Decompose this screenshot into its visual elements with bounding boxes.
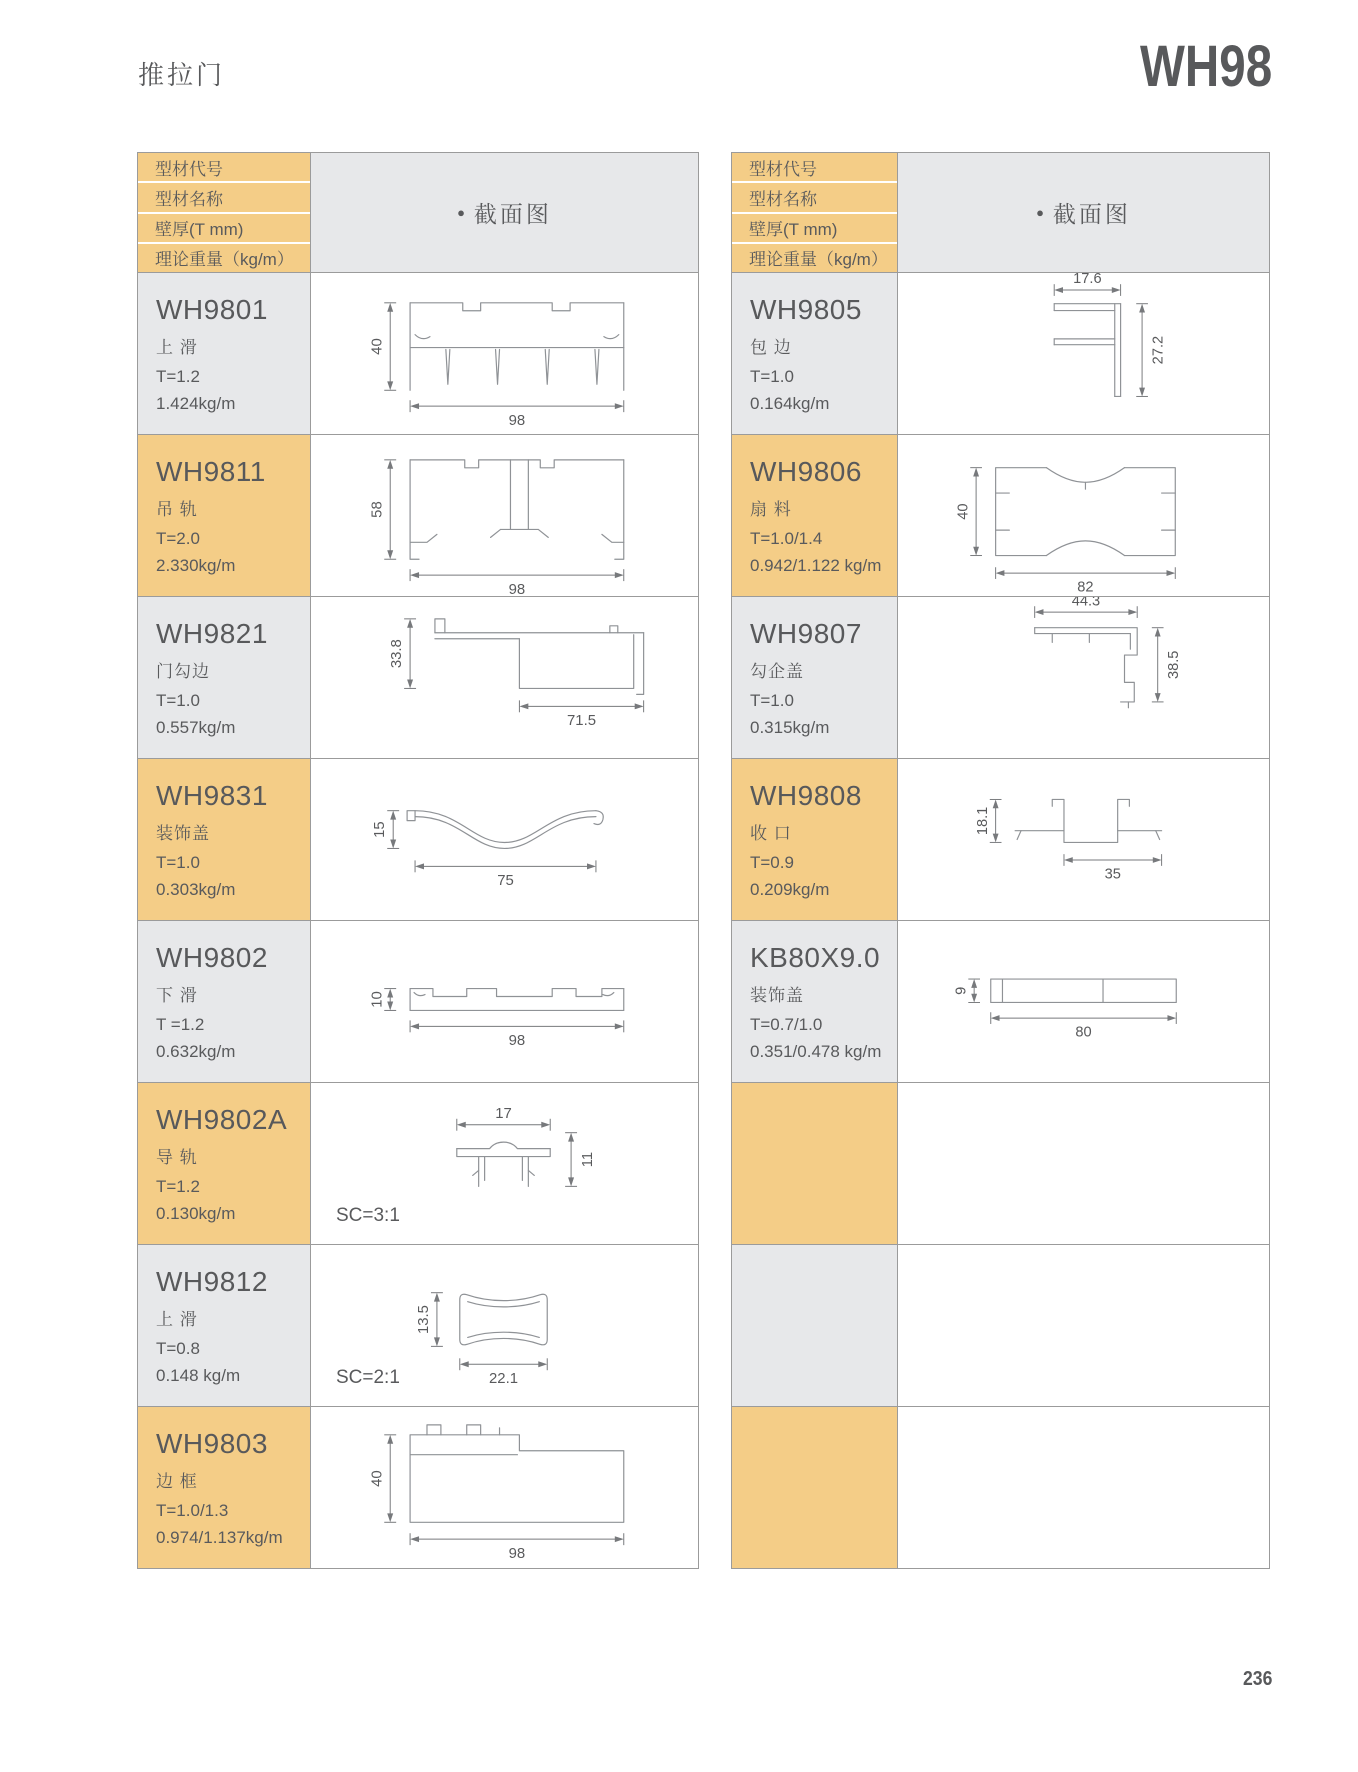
- profile-identity: [750, 1266, 889, 1273]
- table-header: [138, 153, 698, 272]
- profile-weight: 0.130kg/m: [156, 1203, 236, 1223]
- profile-label-cell: [138, 1245, 311, 1406]
- header-label-column: [138, 153, 311, 272]
- svg-text:17.6: 17.6: [1073, 273, 1102, 288]
- profile-identity: [750, 942, 889, 1006]
- profile-label-cell: [732, 1407, 898, 1568]
- profile-specs: [156, 1497, 302, 1551]
- svg-text:22.1: 22.1: [489, 1371, 518, 1388]
- cross-section-drawing: [311, 1407, 698, 1568]
- cross-section-drawing: [898, 921, 1269, 1082]
- profile-weight: 0.315kg/m: [750, 717, 830, 737]
- scale-note: SC=2:1: [336, 1367, 400, 1388]
- table-header: [732, 153, 1269, 272]
- profile-specs: [750, 525, 889, 579]
- profile-diagram-cell: [311, 1083, 698, 1244]
- profile-label-cell: [138, 597, 311, 758]
- profile-thickness: T=1.2: [156, 1176, 200, 1196]
- profile-label-cell: [138, 1407, 311, 1568]
- profile-label-cell: [732, 273, 898, 434]
- profile-weight: 2.330kg/m: [156, 555, 236, 575]
- profile-identity: [156, 780, 302, 844]
- profile-name: 吊 轨: [156, 500, 198, 519]
- profile-row: [732, 920, 1269, 1082]
- profile-weight: 0.632kg/m: [156, 1041, 236, 1061]
- svg-text:27.2: 27.2: [1150, 335, 1167, 365]
- cross-section-drawing: [311, 597, 698, 758]
- profile-identity: [156, 456, 302, 520]
- profile-thickness: T=1.0: [750, 690, 794, 710]
- svg-text:40: 40: [955, 503, 972, 520]
- svg-text:71.5: 71.5: [567, 713, 597, 730]
- profile-specs: [750, 1011, 889, 1065]
- profile-weight: 1.424kg/m: [156, 393, 236, 413]
- svg-text:9: 9: [953, 986, 970, 995]
- profile-diagram-cell: [311, 1245, 698, 1406]
- profile-thickness: T=0.8: [156, 1338, 200, 1358]
- section-diagram-header: [311, 153, 698, 272]
- svg-text:40: 40: [369, 1470, 386, 1487]
- profile-specs: [156, 525, 302, 579]
- profile-identity: [750, 456, 889, 520]
- profile-label-cell: [138, 273, 311, 434]
- profile-specs: [156, 363, 302, 417]
- profile-name: 下 滑: [156, 986, 198, 1005]
- profile-specs: [156, 687, 302, 741]
- profile-code: WH9802A: [156, 1104, 288, 1135]
- profile-name: 包 边: [750, 338, 792, 357]
- profile-row: [732, 596, 1269, 758]
- profile-diagram-cell: [898, 273, 1269, 434]
- profile-identity: [750, 1104, 889, 1111]
- profile-diagram-cell: [311, 921, 698, 1082]
- profile-thickness: T=0.7/1.0: [750, 1014, 823, 1034]
- profile-diagram-cell: [898, 435, 1269, 596]
- profile-specs: [156, 849, 302, 903]
- profile-specs: [750, 687, 889, 741]
- svg-text:98: 98: [508, 413, 526, 430]
- svg-text:98: 98: [508, 1546, 526, 1563]
- profile-row: [138, 1244, 698, 1406]
- profile-specs: [750, 849, 889, 903]
- profile-row: [732, 434, 1269, 596]
- profile-row: [138, 758, 698, 920]
- cross-section-drawing: [311, 921, 698, 1082]
- profile-code: WH9808: [750, 780, 862, 811]
- svg-text:75: 75: [497, 873, 514, 890]
- bullet-icon: ●: [457, 205, 465, 220]
- profile-identity: [156, 1104, 302, 1168]
- profile-row: [732, 1082, 1269, 1244]
- profile-name: 导 轨: [156, 1148, 198, 1167]
- bullet-icon: ●: [1036, 205, 1044, 220]
- cross-section-drawing: [311, 435, 698, 596]
- profile-label-cell: [138, 1083, 311, 1244]
- header-label-column: [732, 153, 898, 272]
- profile-diagram-cell: [898, 1407, 1269, 1568]
- profile-identity: [156, 1428, 302, 1492]
- profile-diagram-cell: [311, 759, 698, 920]
- profile-name: 装饰盖: [156, 824, 210, 843]
- profile-name: 边 框: [156, 1472, 198, 1491]
- profile-thickness: T=0.9: [750, 852, 794, 872]
- profile-label-cell: [138, 435, 311, 596]
- header-label: 型材名称: [138, 183, 310, 213]
- right-profile-table: [731, 152, 1270, 1569]
- left-profile-table: [137, 152, 699, 1569]
- section-diagram-header: [898, 153, 1269, 272]
- profile-diagram-cell: [898, 921, 1269, 1082]
- svg-text:33.8: 33.8: [389, 639, 406, 669]
- profile-code: WH9821: [156, 618, 268, 649]
- svg-text:40: 40: [369, 338, 386, 355]
- svg-text:82: 82: [1077, 579, 1094, 596]
- svg-text:15: 15: [372, 821, 389, 838]
- profile-row: [138, 434, 698, 596]
- profile-diagram-cell: [898, 1083, 1269, 1244]
- profile-code: WH9811: [156, 456, 266, 487]
- svg-text:44.3: 44.3: [1071, 597, 1101, 610]
- profile-name: 扇 料: [750, 500, 792, 519]
- profile-specs: [750, 363, 889, 417]
- profile-name: 装饰盖: [750, 986, 804, 1005]
- cross-section-drawing: [311, 273, 698, 434]
- profile-specs: [156, 1173, 302, 1227]
- svg-text:17: 17: [495, 1105, 512, 1122]
- header-label: 型材代号: [732, 153, 897, 183]
- profile-identity: [156, 294, 302, 358]
- profile-diagram-cell: [898, 759, 1269, 920]
- profile-identity: [156, 618, 302, 682]
- profile-identity: [156, 1266, 302, 1330]
- profile-row: [732, 1406, 1269, 1568]
- profile-code: WH9805: [750, 294, 862, 325]
- profile-row: [732, 272, 1269, 434]
- cross-section-drawing: [898, 597, 1269, 758]
- profile-name: 上 滑: [156, 1310, 198, 1329]
- svg-text:58: 58: [369, 501, 386, 518]
- profile-code: KB80X9.0: [750, 942, 881, 973]
- profile-diagram-cell: [311, 597, 698, 758]
- profile-code: WH9812: [156, 1266, 268, 1297]
- profile-name: 门勾边: [156, 662, 210, 681]
- profile-weight: 0.209kg/m: [750, 879, 830, 899]
- profile-thickness: T=1.0/1.3: [156, 1500, 229, 1520]
- profile-weight: 0.557kg/m: [156, 717, 236, 737]
- profile-code: WH9803: [156, 1428, 268, 1459]
- profile-diagram-cell: [311, 435, 698, 596]
- profile-thickness: T=1.0: [156, 690, 200, 710]
- profile-weight: 0.303kg/m: [156, 879, 236, 899]
- profile-row: [732, 1244, 1269, 1406]
- profile-name: 收 口: [750, 824, 792, 843]
- profile-row: [138, 1406, 698, 1568]
- profile-identity: [750, 294, 889, 358]
- profile-weight: 0.148 kg/m: [156, 1365, 241, 1385]
- profile-row: [138, 1082, 698, 1244]
- profile-code: WH9807: [750, 618, 862, 649]
- profile-label-cell: [732, 435, 898, 596]
- cross-section-drawing: [898, 435, 1269, 596]
- profile-thickness: T =1.2: [156, 1014, 205, 1034]
- profile-specs: [156, 1335, 302, 1389]
- header-label: 型材名称: [732, 183, 897, 213]
- cross-section-drawing: [898, 273, 1269, 434]
- header-label: 理论重量（kg/m）: [138, 244, 310, 272]
- profile-diagram-cell: [898, 597, 1269, 758]
- cross-section-drawing: [898, 759, 1269, 920]
- profile-name: 勾企盖: [750, 662, 804, 681]
- profile-name: 上 滑: [156, 338, 198, 357]
- header-label: 壁厚(T mm): [138, 214, 310, 244]
- profile-label-cell: [732, 597, 898, 758]
- profile-thickness: T=1.2: [156, 366, 200, 386]
- profile-identity: [156, 942, 302, 1006]
- svg-text:11: 11: [579, 1151, 596, 1168]
- cross-section-drawing: [311, 759, 698, 920]
- profile-row: [732, 758, 1269, 920]
- profile-thickness: T=1.0: [156, 852, 200, 872]
- section-diagram-label: 截面图: [473, 201, 552, 227]
- svg-text:98: 98: [508, 1033, 526, 1050]
- profile-specs: [156, 1011, 302, 1065]
- profile-thickness: T=1.0/1.4: [750, 528, 823, 548]
- profile-row: [138, 596, 698, 758]
- header-label: 型材代号: [138, 153, 310, 183]
- profile-weight: 0.164kg/m: [750, 393, 830, 413]
- profile-diagram-cell: [311, 273, 698, 434]
- profile-identity: [750, 780, 889, 844]
- profile-label-cell: [732, 921, 898, 1082]
- profile-label-cell: [138, 921, 311, 1082]
- scale-note: SC=3:1: [336, 1205, 400, 1226]
- header-label: 理论重量（kg/m）: [732, 244, 897, 272]
- profile-weight: 0.351/0.478 kg/m: [750, 1041, 882, 1061]
- header-label: 壁厚(T mm): [732, 214, 897, 244]
- page-number: 236: [1242, 1668, 1272, 1690]
- profile-row: [138, 272, 698, 434]
- profile-code: WH9801: [156, 294, 268, 325]
- profile-label-cell: [732, 1083, 898, 1244]
- profile-weight: 0.974/1.137kg/m: [156, 1527, 283, 1547]
- profile-thickness: T=2.0: [156, 528, 200, 548]
- profile-identity: [750, 618, 889, 682]
- svg-text:35: 35: [1104, 866, 1121, 883]
- svg-text:80: 80: [1075, 1024, 1092, 1041]
- profile-code: WH9831: [156, 780, 268, 811]
- page-title: 推拉门: [138, 60, 226, 90]
- profile-label-cell: [732, 1245, 898, 1406]
- profile-code: WH9802: [156, 942, 268, 973]
- profile-label-cell: [138, 759, 311, 920]
- svg-text:10: 10: [369, 991, 386, 1008]
- section-diagram-label: 截面图: [1052, 201, 1131, 227]
- profile-weight: 0.942/1.122 kg/m: [750, 555, 882, 575]
- series-title: WH98: [1139, 34, 1272, 99]
- svg-text:38.5: 38.5: [1166, 650, 1183, 680]
- profile-diagram-cell: [311, 1407, 698, 1568]
- profile-identity: [750, 1428, 889, 1435]
- svg-text:13.5: 13.5: [415, 1305, 432, 1335]
- svg-text:98: 98: [508, 582, 526, 596]
- profile-thickness: T=1.0: [750, 366, 794, 386]
- svg-text:18.1: 18.1: [974, 806, 991, 836]
- profile-label-cell: [732, 759, 898, 920]
- profile-code: WH9806: [750, 456, 862, 487]
- profile-diagram-cell: [898, 1245, 1269, 1406]
- profile-row: [138, 920, 698, 1082]
